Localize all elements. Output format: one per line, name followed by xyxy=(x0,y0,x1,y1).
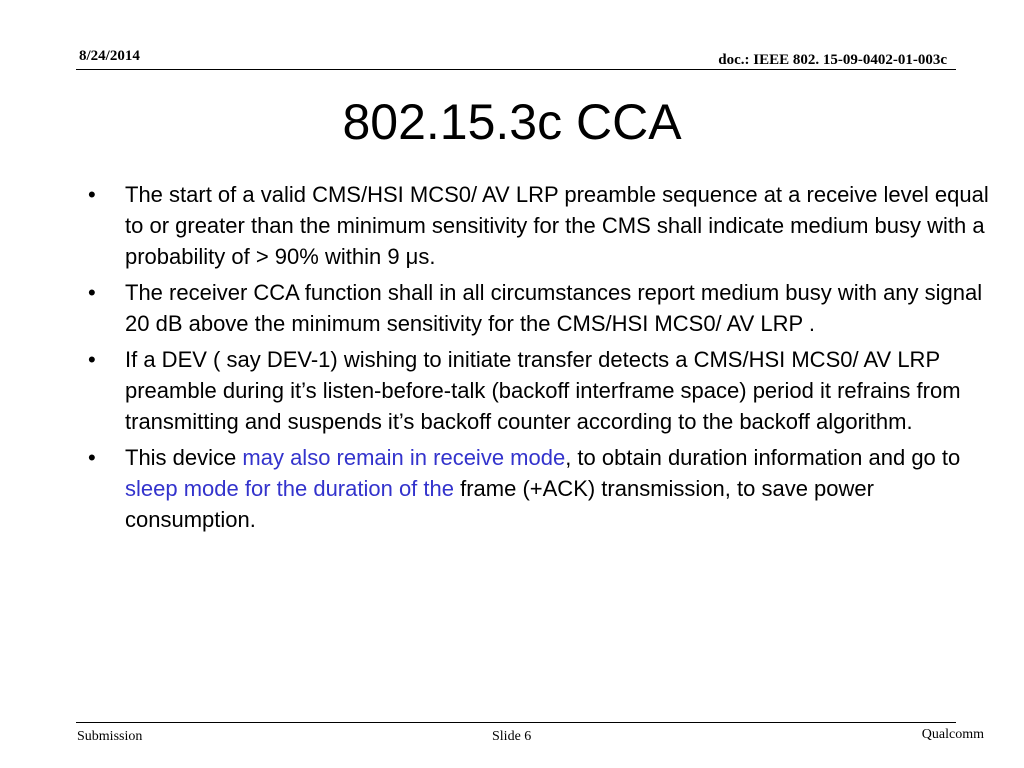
bullet-item xyxy=(88,442,994,535)
bullet-marker: • xyxy=(88,280,96,305)
bullet-item xyxy=(88,277,994,339)
footer-rule xyxy=(76,722,956,723)
bullet-item xyxy=(88,344,994,437)
footer-organization: Qualcomm xyxy=(921,727,984,742)
bullet-text-segment: This device xyxy=(125,445,243,470)
bullet-marker: • xyxy=(88,182,96,207)
footer-submission: Submission xyxy=(77,729,143,744)
highlighted-text: sleep mode for the duration of the xyxy=(125,476,454,501)
bullet-text: The receiver CCA function shall in all circumstances report medium busy with any signal 20 dB above the minimum sensitivity for the CMS/HSI MCS0/ AV LRP . xyxy=(125,280,983,336)
bullet-item xyxy=(88,179,994,272)
header-doc-id: doc.: IEEE 802. 15-09-0402-01-003c xyxy=(718,52,947,68)
bullet-text-segment: , to obtain duration information and go to xyxy=(565,445,961,470)
header-rule xyxy=(76,69,956,70)
footer-slide-number: Slide 6 xyxy=(492,729,532,744)
highlighted-text: may also remain in receive mode xyxy=(242,445,566,470)
bullet-text: If a DEV ( say DEV-1) wishing to initiate transfer detects a CMS/HSI MCS0/ AV LRP preamble during it’s listen-before-talk (backoff interframe space) period it refrains from transmitting and suspends it’s backoff counter according to the backoff algorithm. xyxy=(125,347,961,434)
bullet-text: The start of a valid CMS/HSI MCS0/ AV LRP preamble sequence at a receive level equal to or greater than the minimum sensitivity for the CMS shall indicate medium busy with a probability of > 90% within 9 μs. xyxy=(125,182,989,269)
bullet-marker: • xyxy=(88,445,96,470)
bullet-marker: • xyxy=(88,347,96,372)
header-date: 8/24/2014 xyxy=(79,48,140,64)
slide-title: 802.15.3c CCA xyxy=(342,94,682,150)
bullet-text-segment: frame (+ACK) transmission, to save power consumption. xyxy=(125,476,874,532)
bullet-list xyxy=(88,179,994,540)
